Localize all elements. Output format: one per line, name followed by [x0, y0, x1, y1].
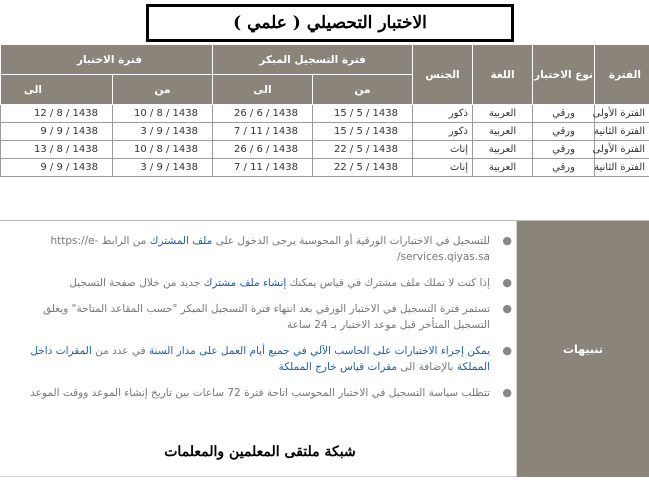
cell-test-from: 10 / 8 / 1438: [113, 141, 213, 159]
cell-test-to: 9 / 9 / 1438: [1, 123, 113, 141]
note-item: ● يمكن إجراء الاختبارات على الحاسب الآلي في جميع أيام العمل على مدار السنة في عدد من المقرات داخل المملكة بالإضافة الى مقرات قياس خارج المملكة: [30, 344, 512, 373]
cell-gender: إناث: [413, 141, 473, 159]
cell-gender: إناث: [413, 159, 473, 177]
domestic-centers-link[interactable]: المقرات داخل المملكة: [30, 345, 490, 373]
cell-reg-to: 7 / 11 / 1438: [213, 123, 313, 141]
bullet-icon: ●: [502, 302, 512, 315]
header-reg-from: من: [313, 75, 413, 105]
cell-gender: ذكور: [413, 105, 473, 123]
header-test-period: فترة الاختبار: [1, 45, 213, 75]
cell-reg-to: 7 / 11 / 1438: [213, 159, 313, 177]
cell-test-from: 10 / 8 / 1438: [113, 105, 213, 123]
notes-content: [0, 221, 517, 477]
cell-language: العربية: [473, 159, 533, 177]
table-row: [1, 123, 649, 141]
cell-test-to: 12 / 8 / 1438: [1, 105, 113, 123]
cell-test-from: 3 / 9 / 1438: [113, 159, 213, 177]
table-row: [1, 159, 649, 177]
note-item: ● للتسجيل في الاختبارات الورقية أو المحوسبة يرجى الدخول على ملف المشترك من الرابط https://e-services.qiyas.sa/: [50, 234, 512, 263]
cell-test-from: 3 / 9 / 1438: [113, 123, 213, 141]
bullet-icon: ●: [502, 386, 512, 399]
cell-period: الفترة الأولى: [595, 105, 649, 123]
cell-reg-from: 15 / 5 / 1438: [313, 123, 413, 141]
cell-reg-to: 26 / 6 / 1438: [213, 141, 313, 159]
subscriber-file-link[interactable]: ملف المشترك: [149, 235, 213, 247]
page-title: الاختبار التحصيلي ( علمي ): [146, 4, 514, 42]
cell-test-to: 9 / 9 / 1438: [1, 159, 113, 177]
create-subscriber-file-link[interactable]: إنشاء ملف مشترك: [203, 277, 287, 289]
cell-language: العربية: [473, 141, 533, 159]
bullet-icon: ●: [502, 276, 512, 289]
header-test-from: من: [113, 75, 213, 105]
note-item: ● إذا كنت لا تملك ملف مشترك في قياس يمكنك إنشاء ملف مشترك جديد من خلال صفحة التسجيل: [69, 276, 512, 289]
cell-period: الفترة الثانية: [595, 159, 649, 177]
cell-type: ورقي: [533, 123, 595, 141]
cell-reg-to: 26 / 6 / 1438: [213, 105, 313, 123]
header-reg-to: الى: [213, 75, 313, 105]
cell-period: الفترة الأولى: [595, 141, 649, 159]
note-item: ● تستمر فترة التسجيل في الاختبار الورقي بعد انتهاء فترة التسجيل المبكر "حسب المقاعد المتاحة" ويغلق التسجيل المتأخر قبل موعد الاختبار بـ 24 ساعة: [43, 302, 512, 331]
header-gender: الجنس: [413, 45, 473, 105]
header-early-registration: فترة التسجيل المبكر: [213, 45, 413, 75]
note-item: ● تتطلب سياسة التسجيل في الاختبار المحوسب اتاحة فترة 72 ساعات بين تاريخ إنشاء الموعد ووقت الموعد: [30, 386, 512, 399]
computer-tests-link[interactable]: يمكن إجراء الاختبارات على الحاسب الآلي في جميع أيام العمل على مدار السنة: [149, 345, 490, 357]
registration-url[interactable]: https://e-services.qiyas.sa/: [50, 235, 490, 263]
schedule-table: [0, 44, 649, 177]
cell-reg-from: 22 / 5 / 1438: [313, 159, 413, 177]
cell-language: العربية: [473, 105, 533, 123]
cell-test-to: 13 / 8 / 1438: [1, 141, 113, 159]
cell-reg-from: 15 / 5 / 1438: [313, 105, 413, 123]
cell-language: العربية: [473, 123, 533, 141]
cell-period: الفترة الثانية: [595, 123, 649, 141]
footer-watermark: شبكة ملتقى المعلمين والمعلمات: [164, 444, 356, 460]
header-test-to: الى: [1, 75, 113, 105]
table-row: [1, 105, 649, 123]
header-period: الفترة: [595, 45, 649, 105]
bullet-icon: ●: [502, 234, 512, 247]
header-language: اللغة: [473, 45, 533, 105]
overseas-centers-link[interactable]: مقرات قياس خارج المملكة: [278, 361, 398, 373]
cell-type: ورقي: [533, 159, 595, 177]
table-row: [1, 141, 649, 159]
cell-type: ورقي: [533, 141, 595, 159]
header-test-type: نوع الاختبار: [533, 45, 595, 105]
cell-type: ورقي: [533, 105, 595, 123]
cell-gender: ذكور: [413, 123, 473, 141]
cell-reg-from: 22 / 5 / 1438: [313, 141, 413, 159]
notes-panel: [0, 220, 649, 482]
notes-list: [30, 233, 512, 411]
bullet-icon: ●: [502, 344, 512, 357]
notes-label: تنبيهات: [517, 221, 649, 477]
